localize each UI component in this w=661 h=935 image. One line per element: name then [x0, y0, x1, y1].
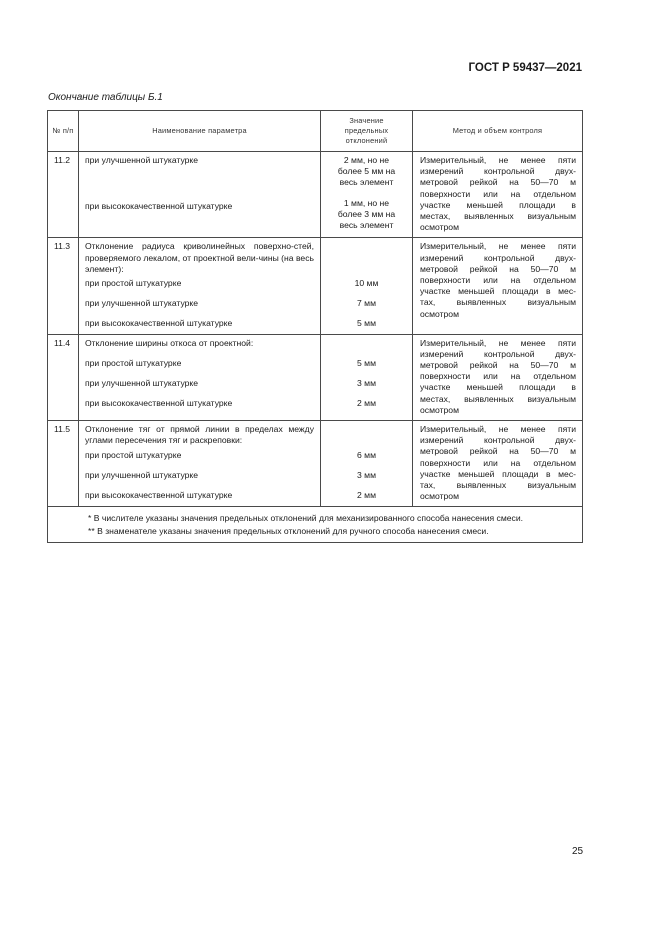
parameter-line: при высококачественной штукатурке [85, 318, 233, 329]
parameter-line: при улучшенной штукатурке [85, 298, 199, 309]
row-number: 11.5 [48, 421, 79, 507]
footnote-1: * В числителе указаны значения предельных отклонений для механизированного способа нанесения смеси. [88, 513, 524, 524]
parameter-cell [79, 238, 321, 334]
value-line: 3 мм [357, 470, 376, 481]
parameter-line: при улучшенной штукатурке [85, 470, 199, 481]
value-line: 2 мм, но не более 5 мм на весь элемент [337, 155, 396, 188]
parameter-line: при простой штукатурке [85, 450, 182, 461]
parameter-heading: Отклонение радиуса криволинейных поверхно-стей, проверяемого лекалом, от проектной вели-чины (на весь элемент): [85, 241, 314, 274]
parameter-line: при улучшенной штукатурке [85, 155, 199, 165]
header-value: Значение предельных отклонений [321, 111, 413, 152]
parameter-heading: Отклонение тяг от прямой линии в пределах между углами пересечения тяг и раскреповки: [85, 424, 314, 446]
method-cell: Измерительный, не менее пяти измерений контрольной двух- метровой рейкой на 50—70 м поверхности или на отдельном участке меньшей площади в мес- тах, выявленных визуальным осмотром [413, 238, 583, 334]
parameter-line: при высококачественной штукатурке [85, 397, 233, 408]
value-cell [321, 238, 413, 334]
table-row [48, 334, 583, 420]
page-number: 25 [572, 846, 584, 857]
footnote-2: ** В знаменателе указаны значения предельных отклонений для ручного способа нанесения смеси. [88, 525, 489, 536]
value-cell [321, 421, 413, 507]
header-method: Метод и объем контроля [413, 111, 583, 152]
notes-row [48, 507, 583, 543]
document-code: ГОСТ Р 59437—2021 [468, 62, 582, 74]
table-row [48, 152, 583, 238]
value-cell [321, 152, 413, 238]
method-cell: Измерительный, не менее пяти измерений контрольной двух- метровой рейкой на 50—70 м поверхности или на отдельном участке меньшей площади в местах, выявленных визуальным осмотром [413, 334, 583, 420]
parameter-line: при высококачественной штукатурке [85, 490, 233, 501]
header-param: Наименование параметра [79, 111, 321, 152]
parameter-line: при простой штукатурке [85, 278, 182, 289]
row-number: 11.3 [48, 238, 79, 334]
value-line: 1 мм, но не более 3 мм на весь элемент [337, 198, 396, 231]
notes-cell [48, 507, 583, 543]
parameter-line: при улучшенной штукатурке [85, 377, 199, 388]
method-cell: Измерительный, не менее пяти измерений контрольной двух- метровой рейкой на 50—70 м поверхности или на отдельном участке меньшей площади в мес- тах, выявленных визуальным осмотром [413, 421, 583, 507]
parameter-cell [79, 152, 321, 238]
header-num: № п/п [48, 111, 79, 152]
parameter-line: при простой штукатурке [85, 357, 182, 368]
table-row [48, 238, 583, 334]
value-line: 5 мм [357, 357, 376, 368]
value-line: 6 мм [357, 450, 376, 461]
parameter-cell [79, 334, 321, 420]
row-number: 11.4 [48, 334, 79, 420]
method-cell: Измерительный, не менее пяти измерений контрольной двух- метровой рейкой на 50—70 м поверхности или на отдельном участке меньшей площади в местах, выявленных визуальным осмотром [413, 152, 583, 238]
parameter-heading: Отклонение ширины откоса от проектной: [85, 337, 254, 348]
table-caption: Окончание таблицы Б.1 [48, 92, 163, 103]
table-header-row [48, 111, 583, 152]
value-line: 10 мм [354, 278, 379, 289]
parameters-table [47, 110, 583, 543]
value-line: 7 мм [357, 298, 376, 309]
value-line: 2 мм [357, 397, 376, 408]
value-line: 5 мм [357, 318, 376, 329]
value-line: 2 мм [357, 490, 376, 501]
parameter-line: при высококачественной штукатурке [85, 201, 233, 211]
table-row [48, 421, 583, 507]
parameter-cell [79, 421, 321, 507]
value-line: 3 мм [357, 377, 376, 388]
row-number: 11.2 [48, 152, 79, 238]
value-cell [321, 334, 413, 420]
